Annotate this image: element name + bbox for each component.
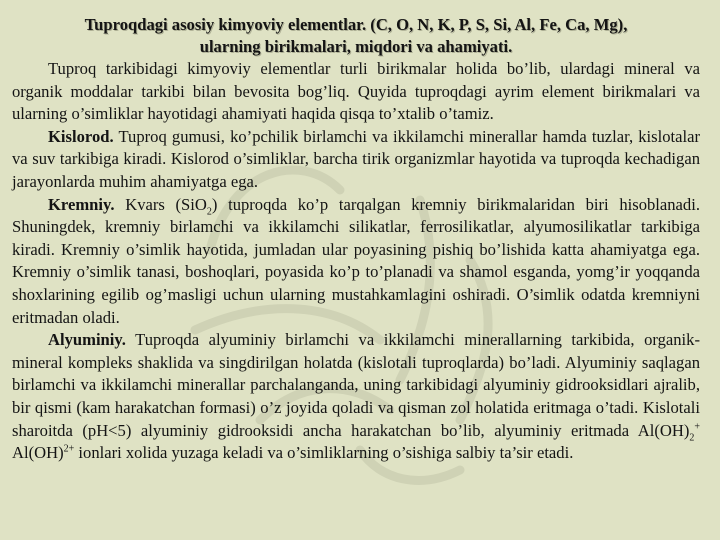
aluminium-charge-2: 2+: [63, 443, 75, 455]
intro-paragraph: Tuproq tarkibidagi kimyoviy elementlar turli birikmalar holida bo’lib, ulardagi mineral va organik moddalar tarkibi bilan bevosita bog’liq. Quyida tuproqdagi ayrim element birikmalari va ularning o’simliklar hayotidagi ahamiyati haqida qisqa to’xtalib o’tamiz.: [12, 59, 700, 124]
silicon-text-pre: Kvars (SiO: [114, 194, 207, 214]
silicon-text-post: ) tuproqda ko’p tarqalgan kremniy birikmalaridan biri hisoblanadi. Shuningdek, kremniy birlamchi va ikkilamchi silikatlar, ferrosilikatlar, alyumosilikatlar tarkibiga kiradi. Kremniy o’simlik hayotida, jumladan ular poyasining pishiq bo’lishida katta ahamiyatga ega. Kremniy o’simlik tanasi, boshoqlari, poyasida ko’p to’planadi va shamol esganda, yomg’ir yoqqanda shoxlarining egilib og’masligi uchun ularning mustahkamlagini oshiradi. O’simlik odatda kremniyni eritmadan oladi.: [12, 194, 700, 327]
oxygen-heading: Kislorod.: [48, 126, 114, 146]
page-title: [12, 14, 700, 58]
title-line-2: ularning birikmalari, miqdori va ahamiyati.: [199, 37, 513, 56]
silicon-paragraph: [12, 194, 700, 330]
aluminium-charge-1: +: [694, 420, 700, 432]
oxygen-paragraph: [12, 126, 700, 194]
silicon-heading: Kremniy.: [48, 194, 115, 214]
silicon-formula-subscript: 2: [206, 205, 212, 217]
oxygen-text: Tuproq gumusi, ko’pchilik birlamchi va ikkilamchi minerallar hamda tuzlar, kislotalar va suv tarkibiga kiradi. Kislorod o’simliklar, barcha tirik organizmlar hayotida va tuproqda kechadigan jarayonlarda muhim ahamiyatga ega.: [12, 126, 700, 191]
aluminium-text-mid: Al(OH): [12, 443, 64, 463]
title-line-1: Tuproqdagi asosiy kimyoviy elementlar. (C, O, N, K, P, S, Si, Al, Fe, Ca, Mg),: [84, 15, 628, 34]
aluminium-text: Tuproqda alyuminiy birlamchi va ikkilamchi minerallarning tarkibida, organik-mineral kompleks shaklida va singdirilgan holatda (kislotali tuproqlarda) bo’ladi. Alyuminiy saqlagan birlamchi va ikkilamchi minerallar parchalanganda, uning tarkibidagi alyuminiy gidrooksidlari ajralib, bir qismi (kam harakatchan formasi) o’z joyida qoladi va qisman zol holatida eritmaga o’tadi. Kislotali sharoitda (pH<5) alyuminiy gidrooksidi ancha harakatchan bo’lib, alyuminiy eritmada Al(OH): [12, 330, 700, 440]
aluminium-paragraph: [12, 329, 700, 465]
aluminium-text-end: ionlari xolida yuzaga keladi va o’simliklarning o’sishiga salbiy ta’sir etadi.: [74, 443, 574, 463]
aluminium-formula-subscript: 2: [689, 431, 695, 443]
aluminium-heading: Alyuminiy.: [48, 330, 126, 350]
document-body: [12, 14, 700, 465]
